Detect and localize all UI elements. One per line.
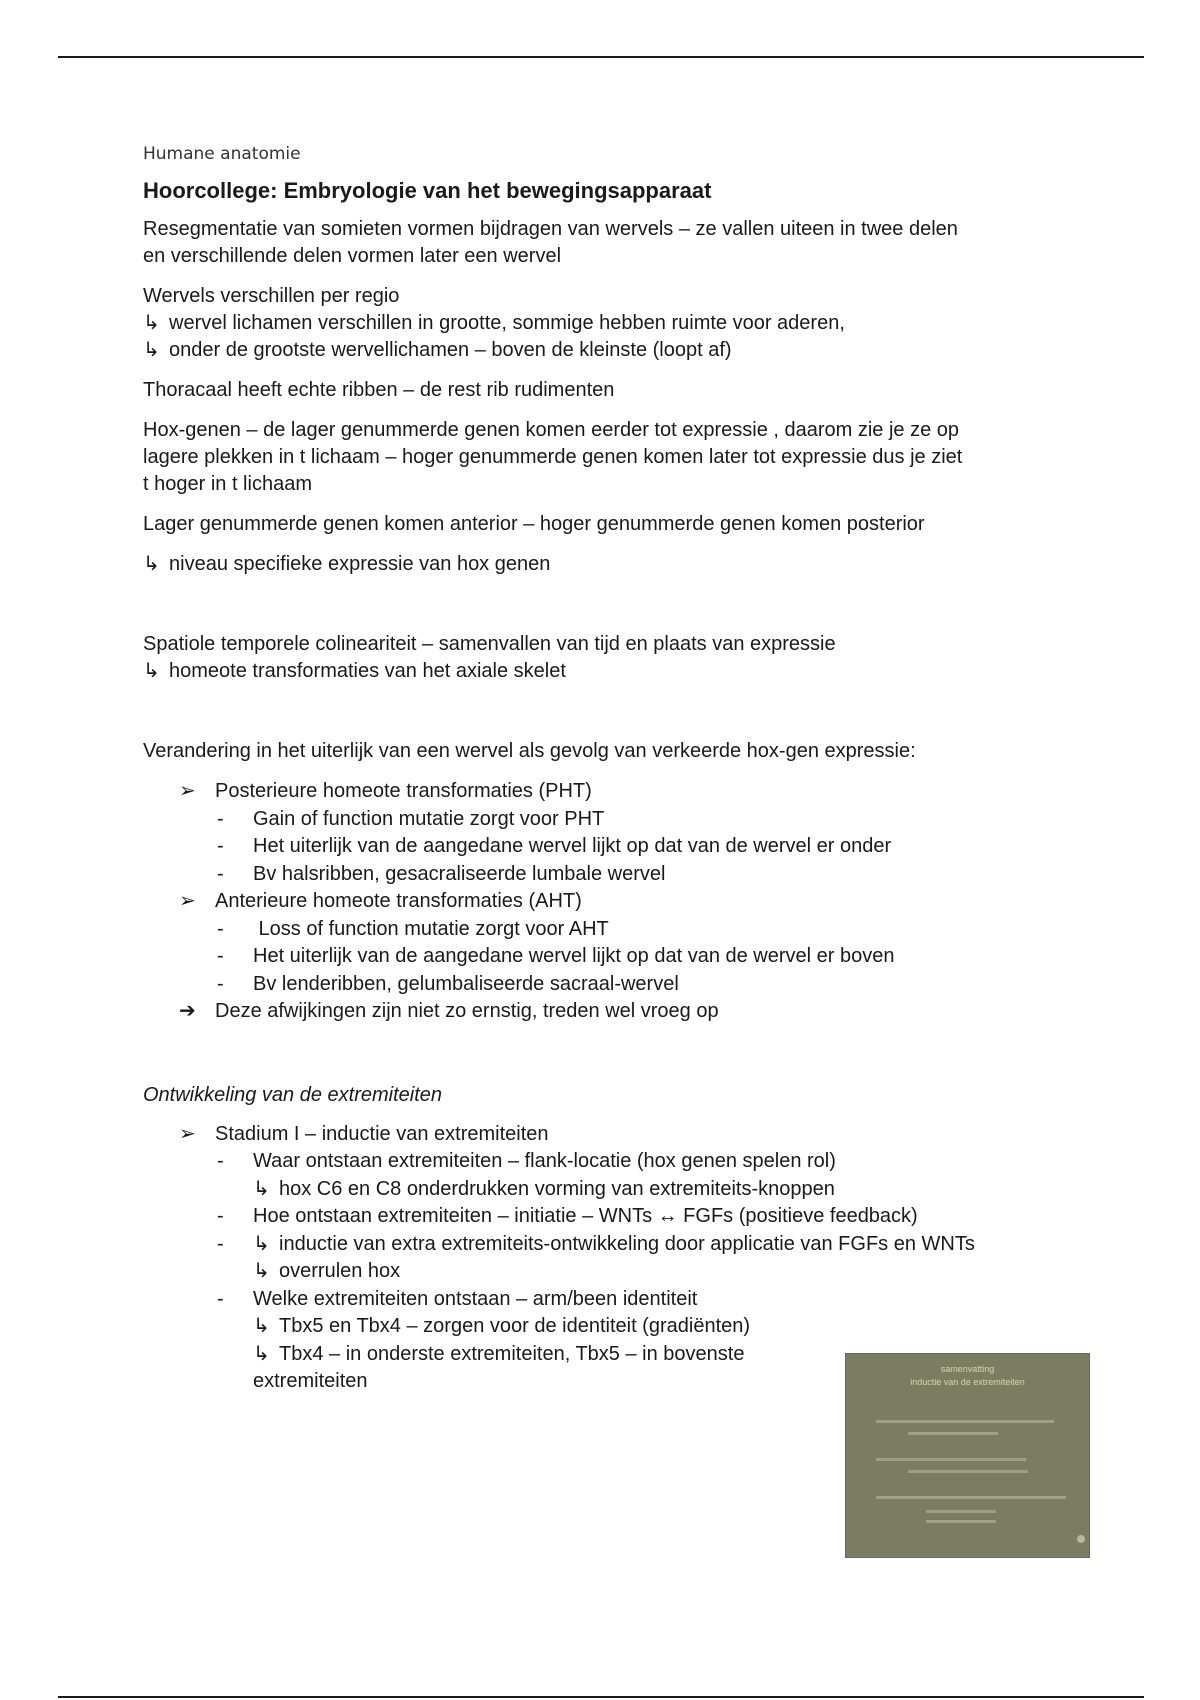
paragraph-niveau: ↳ niveau specifieke expressie van hox genen — [143, 551, 1063, 578]
list-item: ➢ Posterieure homeote transformaties (PHT) - Gain of function mutatie zorgt voor PHT - Het uiterlijk van de aangedane wervel lijkt op dat van de wervel er onder - Bv halsribben, gesacraliseerde lumbale wervel — [179, 778, 1063, 888]
arrow-icon: ↳ — [253, 1177, 270, 1200]
dash-bullet-icon: - — [217, 862, 224, 885]
section-heading: Ontwikkeling van de extremiteiten — [143, 1083, 443, 1106]
paragraph-colineariteit: Spatiole temporele colineariteit – samenvallen van tijd en plaats van expressie ↳ homeote transformaties van het axiale skelet — [143, 631, 1063, 685]
bold-arrow-icon: ➔ — [179, 1000, 196, 1022]
dash-bullet-icon: - — [217, 835, 224, 857]
paragraph-lager-genummerd: Lager genummerde genen komen anterior – hoger genummerde genen komen posterior — [143, 513, 925, 535]
paragraph-verandering: Verandering in het uiterlijk van een wervel als gevolg van verkeerde hox-gen expressie: — [143, 740, 916, 762]
arrow-icon: ↳ — [253, 1260, 270, 1282]
list-item: - Het uiterlijk van de aangedane wervel lijkt op dat van de wervel er onder — [217, 833, 1063, 861]
lecture-slide-photo — [845, 1353, 1090, 1558]
list-item: ➢ Anterieure homeote transformaties (AHT) - Loss of function mutatie zorgt voor AHT - Het uiterlijk van de aangedane wervel lijkt op dat van de wervel er boven - Bv lenderibben, gelumbaliseerde sacraal-wervel — [179, 888, 1063, 998]
dash-bullet-icon: - — [217, 972, 224, 995]
list-item: - Gain of function mutatie zorgt voor PHT — [217, 806, 1063, 834]
slide-title: samenvatting — [940, 1364, 995, 1374]
arrow-icon: ↳ — [253, 1342, 270, 1365]
bottom-rule — [58, 1696, 1144, 1698]
dash-bullet-icon: - — [217, 945, 224, 967]
top-rule — [58, 56, 1144, 58]
list-item: ➢ Stadium I – inductie van extremiteiten - Waar ontstaan extremiteiten – flank-locatie (hox genen spelen rol) ↳ hox C6 en C8 onderdrukken vorming van extremiteits-knoppen - Hoe ontstaan extremiteiten – initiatie – WNTs ↔ FGFs (positieve feedback) - ↳ inductie van extra extremiteits-ontwikkeling door applicatie van FGFs en WNTs ↳ overrulen hox - Welke extremiteiten ontstaan – arm/been identiteit ↳ Tbx5 en Tbx4 – zorgen voor de identiteit (gradiënten) ↳ Tbx4 – in onderste extremiteiten, Tbx5 – in bovenste extremiteiten — [179, 1121, 1063, 1396]
dash-bullet-icon: - — [217, 1232, 224, 1255]
list-item: - Waar ontstaan extremiteiten – flank-locatie (hox genen spelen rol) ↳ hox C6 en C8 onderdrukken vorming van extremiteits-knoppen — [217, 1148, 1063, 1203]
list-item: ➔ Deze afwijkingen zijn niet zo ernstig, treden wel vroeg op — [179, 998, 1063, 1026]
dash-bullet-icon: - — [217, 1150, 224, 1172]
arrow-icon: ↳ — [143, 312, 160, 334]
dash-bullet-icon: - — [217, 1287, 224, 1310]
triangle-bullet-icon: ➢ — [179, 780, 196, 802]
slide-subtitle: inductie van de extremiteiten — [910, 1377, 1025, 1387]
course-name: Humane anatomie — [143, 144, 301, 164]
arrow-icon: ↳ — [143, 660, 160, 682]
dash-bullet-icon: - — [217, 1205, 224, 1227]
arrow-icon: ↳ — [253, 1315, 270, 1337]
arrow-icon: ↳ — [253, 1232, 270, 1255]
list-item: - Hoe ontstaan extremiteiten – initiatie – WNTs ↔ FGFs (positieve feedback) — [217, 1203, 1063, 1231]
paragraph-thoracaal: Thoracaal heeft echte ribben – de rest rib rudimenten — [143, 379, 615, 401]
arrow-icon: ↳ — [143, 339, 160, 361]
list-item: - Bv halsribben, gesacraliseerde lumbale wervel — [217, 861, 1063, 889]
list-item: - Welke extremiteiten ontstaan – arm/been identiteit ↳ Tbx5 en Tbx4 – zorgen voor de identiteit (gradiënten) ↳ Tbx4 – in onderste extremiteiten, Tbx5 – in bovenste extremiteiten — [217, 1287, 751, 1392]
list-item: - ↳ inductie van extra extremiteits-ontwikkeling door applicatie van FGFs en WNTs ↳ overrulen hox — [217, 1231, 1063, 1286]
slide-dot — [1077, 1535, 1085, 1543]
page-title: Hoorcollege: Embryologie van het bewegingsapparaat — [143, 178, 712, 203]
triangle-bullet-icon: ➢ — [179, 890, 196, 912]
paragraph-resegmentatie: Resegmentatie van somieten vormen bijdragen van wervels – ze vallen uiteen in twee delen en verschillende delen vormen later een wervel — [143, 218, 958, 267]
document-body — [143, 144, 1063, 1406]
triangle-bullet-icon: ➢ — [179, 1122, 196, 1145]
list-item: - Loss of function mutatie zorgt voor AHT — [217, 916, 1063, 944]
arrow-icon: ↳ — [143, 553, 160, 575]
transformaties-list — [143, 778, 1063, 1026]
dash-bullet-icon: - — [217, 807, 224, 830]
list-item: - Het uiterlijk van de aangedane wervel lijkt op dat van de wervel er boven — [217, 943, 1063, 971]
paragraph-wervels: Wervels verschillen per regio ↳ wervel lichamen verschillen in grootte, sommige hebben ruimte voor aderen, ↳ onder de grootste wervellichamen – boven de kleinste (loopt af) — [143, 283, 1063, 364]
dash-bullet-icon: - — [217, 917, 224, 940]
list-item: - Bv lenderibben, gelumbaliseerde sacraal-wervel — [217, 971, 1063, 999]
paragraph-hox-genen: Hox-genen – de lager genummerde genen komen eerder tot expressie , daarom zie je ze op lagere plekken in t lichaam – hoger genummerde genen komen later tot expressie dus je ziet t hoger in t lichaam — [143, 419, 963, 495]
